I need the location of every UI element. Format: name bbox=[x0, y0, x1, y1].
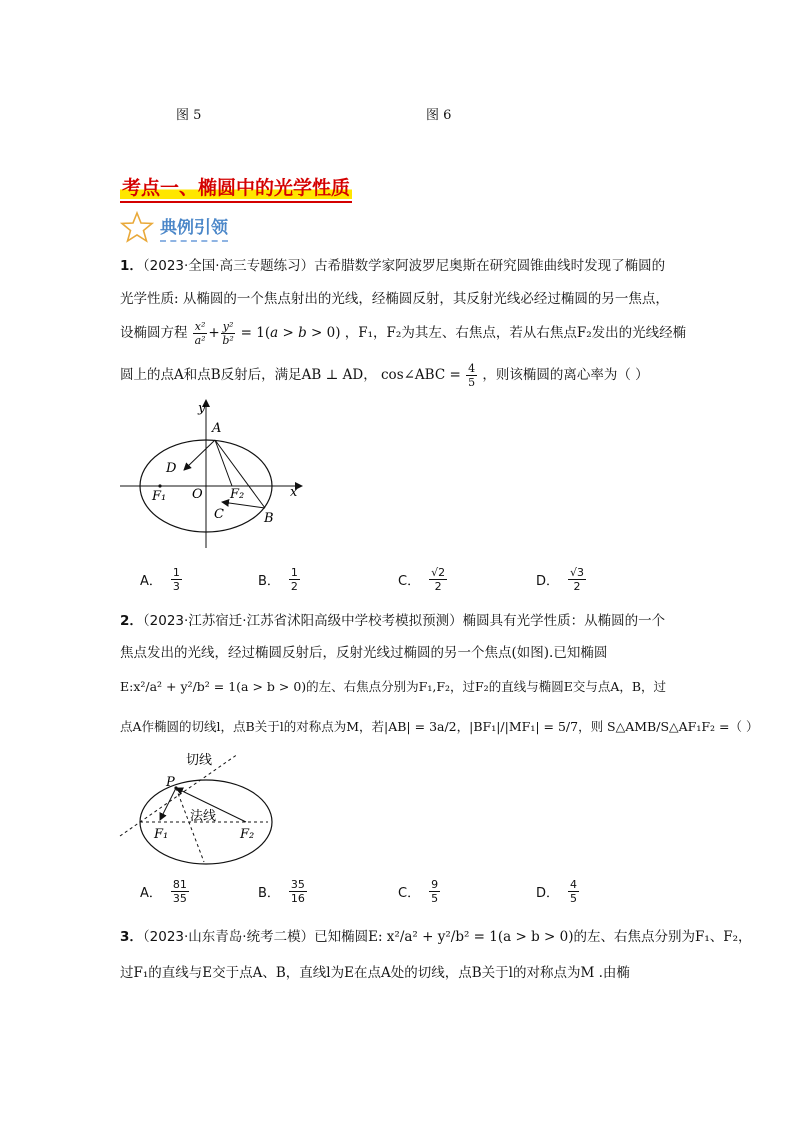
fig1-A-label: A bbox=[212, 421, 222, 436]
fig2-tangent-label: 切线 bbox=[186, 753, 213, 768]
q3-number: 3． bbox=[120, 929, 143, 945]
q1-source: （2023·全国·高三专题练习） bbox=[142, 258, 315, 274]
q1-text-4a: 圆上的点A和点B反射后，满足AB ⊥ AD， bbox=[120, 367, 377, 383]
star-icon bbox=[120, 211, 154, 243]
q3-line-1 bbox=[120, 926, 752, 948]
fig1-D-label: D bbox=[166, 461, 177, 476]
q3-text-1: 已知椭圆E: x²/a² + y²/b² = 1(a > b > 0)的左、右焦点分别为F₁、F₂， bbox=[314, 929, 752, 945]
fig1-O-label: O bbox=[192, 487, 203, 502]
q1-cos-label: cos∠ABC = bbox=[381, 367, 461, 383]
fig2-P-label: P bbox=[166, 775, 175, 790]
example-header bbox=[120, 210, 228, 244]
fig2-normal-label: 法线 bbox=[190, 809, 217, 824]
q3-line-2: 过F₁的直线与E交于点A、B，直线l为E在点A处的切线，点B关于l的对称点为M .由椭 bbox=[120, 965, 630, 981]
q2-line-1 bbox=[120, 610, 680, 632]
q2-text-1: 椭圆具有光学性质：从椭圆的一个 bbox=[462, 613, 666, 629]
q2-line-3: E:x²/a² + y²/b² = 1(a > b > 0)的左、右焦点分别为F₁,F₂，过F₂的直线与椭圆E交与点A，B，过 bbox=[120, 679, 667, 694]
q1-option-c[interactable]: C． $\frac{√2}{2}$ bbox=[398, 566, 446, 593]
q1-line-4 bbox=[120, 362, 680, 389]
q1-text-3b: ，F₁，F₂为其左、右焦点，若从右焦点F₂发出的光线经椭 bbox=[344, 325, 687, 341]
figure-6-caption: 图 6 bbox=[426, 108, 452, 123]
fig2-F2-label: F₂ bbox=[240, 827, 255, 842]
q2-option-c[interactable]: C． $\frac{9}{5}$ bbox=[398, 878, 439, 905]
q1-cos-fraction: $\frac{4}{5}$ bbox=[468, 362, 476, 389]
q2-number: 2． bbox=[120, 613, 143, 629]
q3-source: （2023·山东青岛·统考二模） bbox=[142, 929, 315, 945]
q2-ellipse-figure bbox=[118, 748, 318, 868]
q2-option-a[interactable]: A． $\frac{81}{35}$ bbox=[140, 878, 187, 905]
figure-5-caption: 图 5 bbox=[176, 108, 202, 123]
q1-option-d[interactable]: D． $\frac{√3}{2}$ bbox=[536, 566, 585, 593]
q1-line-3 bbox=[120, 320, 687, 347]
q1-ellipse-figure bbox=[118, 398, 308, 558]
q2-line-4: 点A作椭圆的切线l，点B关于l的对称点为M，若|AB| = 3a/2，|BF₁|/|MF₁| = 5/7，则 S△AMB/S△AF₁F₂ =（ ） bbox=[120, 719, 759, 734]
q1-option-a[interactable]: A． $\frac{1}{3}$ bbox=[140, 566, 180, 593]
fig1-F1-label: F₁ bbox=[152, 489, 167, 504]
fig1-B-label: B bbox=[264, 511, 274, 526]
q1-line-1 bbox=[120, 255, 680, 277]
fig2-F1-label: F₁ bbox=[154, 827, 169, 842]
fig1-C-label: C bbox=[214, 507, 224, 522]
q2-line-2: 焦点发出的光线，经过椭圆反射后，反射光线过椭圆的另一个焦点(如图).已知椭圆 bbox=[120, 645, 608, 661]
example-label: 典例引领 bbox=[160, 213, 228, 242]
q1-option-b[interactable]: B． $\frac{1}{2}$ bbox=[258, 566, 298, 593]
q1-text-4b: ，则该椭圆的离心率为（ ） bbox=[482, 367, 649, 383]
q1-line-2: 光学性质: 从椭圆的一个焦点射出的光线，经椭圆反射，其反射光线必经过椭圆的另一焦点， bbox=[120, 291, 669, 307]
q2-option-b[interactable]: B． $\frac{35}{16}$ bbox=[258, 878, 305, 905]
fig1-x-label: x bbox=[290, 485, 298, 500]
q1-number: 1． bbox=[120, 258, 143, 274]
fig1-F2-label: F₂ bbox=[230, 487, 245, 502]
section-title: 考点一、椭圆中的光学性质 bbox=[120, 175, 352, 203]
q2-option-d[interactable]: D． $\frac{4}{5}$ bbox=[536, 878, 578, 905]
q1-ellipse-equation: $\frac{\text{x²}}{\text{a²}}$ + $\frac{\text{y²}}{\text{b²}}$ = 1(a > b > 0) bbox=[194, 320, 345, 347]
q2-source: （2023·江苏宿迁·江苏省沭阳高级中学校考模拟预测） bbox=[142, 613, 463, 629]
fig1-y-label: y bbox=[198, 401, 206, 416]
q1-text-3a: 设椭圆方程 bbox=[120, 325, 188, 341]
q1-text-1: 古希腊数学家阿波罗尼奥斯在研究圆锥曲线时发现了椭圆的 bbox=[314, 258, 666, 274]
